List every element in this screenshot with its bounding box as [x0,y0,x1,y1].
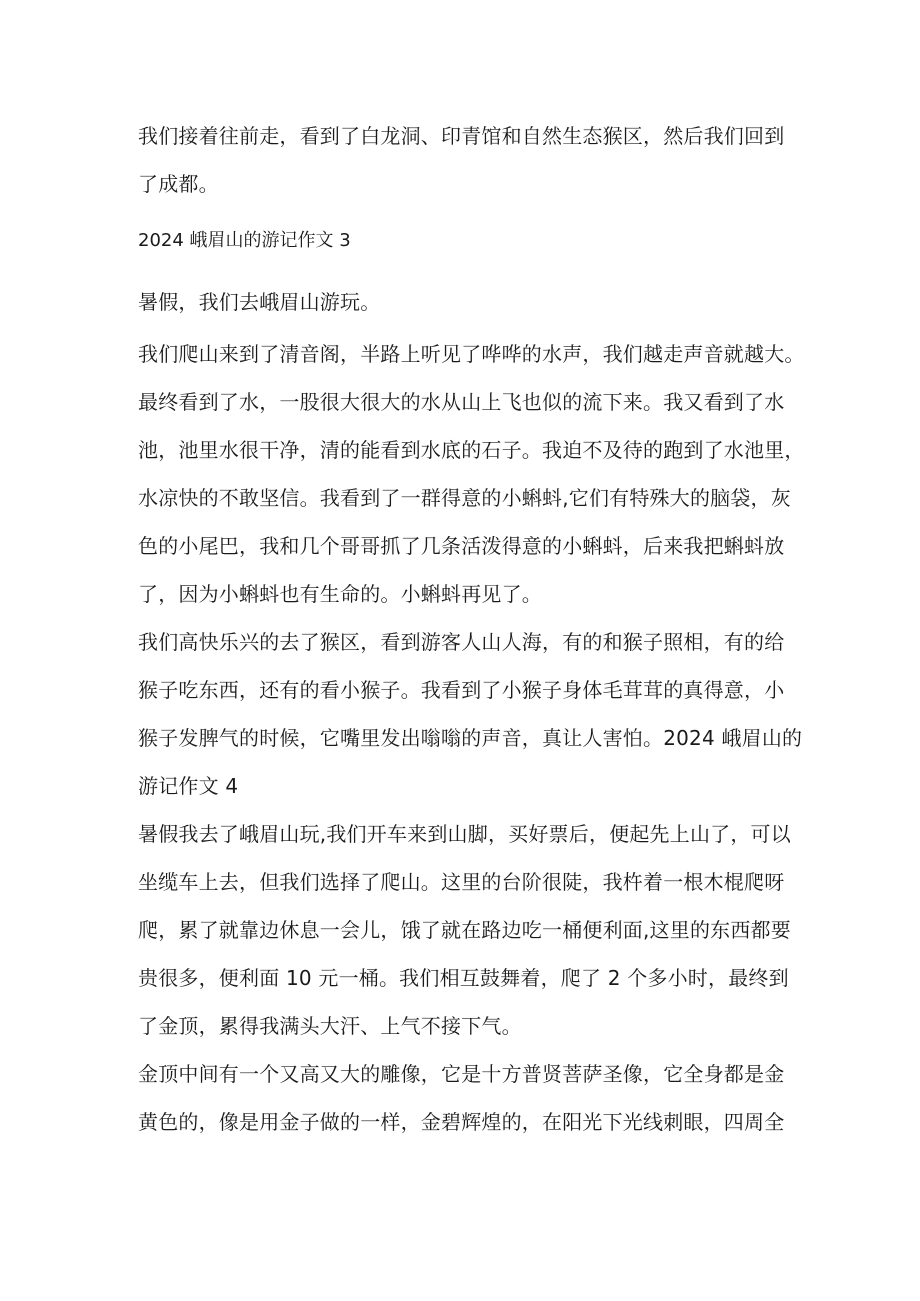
text-line: 了，因为小蝌蚪也有生命的。小蝌蚪再见了。 [138,582,542,606]
text-line: 了金顶，累得我满头大汗、上气不接下气。 [138,1014,522,1038]
text-line: 猴子发脾气的时候，它嘴里发出嗡嗡的声音，真让人害怕。2024 峨眉山的 [138,726,803,750]
text-line: 金顶中间有一个又高又大的雕像，它是十方普贤菩萨圣像，它全身都是金 [138,1062,785,1086]
text-line: 了成都。 [138,172,219,196]
text-line: 我们接着往前走，看到了白龙洞、印青馆和自然生态猴区，然后我们回到 [138,124,785,148]
text-line: 坐缆车上去，但我们选择了爬山。这里的台阶很陡，我杵着一根木棍爬呀 [138,870,785,894]
text-line: 池，池里水很干净，清的能看到水底的石子。我迫不及待的跑到了水池里， [138,438,805,462]
text-line: 我们爬山来到了清音阁，半路上听见了哗哗的水声，我们越走声音就越大。 [138,342,805,366]
text-line: 贵很多，便利面 10 元一桶。我们相互鼓舞着，爬了 2 个多小时，最终到 [138,966,789,990]
text-line: 爬，累了就靠边休息一会儿，饿了就在路边吃一桶便利面,这里的东西都要 [138,918,791,942]
text-line: 色的小尾巴，我和几个哥哥抓了几条活泼得意的小蝌蚪，后来我把蝌蚪放 [138,534,785,558]
text-line: 黄色的，像是用金子做的一样，金碧辉煌的，在阳光下光线刺眼，四周全 [138,1110,785,1134]
text-line: 最终看到了水，一股很大很大的水从山上飞也似的流下来。我又看到了水 [138,390,785,414]
text-line: 猴子吃东西，还有的看小猴子。我看到了小猴子身体毛茸茸的真得意，小 [138,678,785,702]
section-heading: 游记作文 4 [138,774,239,798]
text-line: 暑假我去了峨眉山玩,我们开车来到山脚，买好票后，便起先上山了，可以 [138,822,791,846]
section-heading: 2024 峨眉山的游记作文 3 [138,230,351,251]
text-line: 暑假，我们去峨眉山游玩。 [138,290,381,314]
text-line: 水凉快的不敢坚信。我看到了一群得意的小蝌蚪,它们有特殊大的脑袋，灰 [138,486,791,510]
text-line: 我们高快乐兴的去了猴区，看到游客人山人海，有的和猴子照相，有的给 [138,630,785,654]
